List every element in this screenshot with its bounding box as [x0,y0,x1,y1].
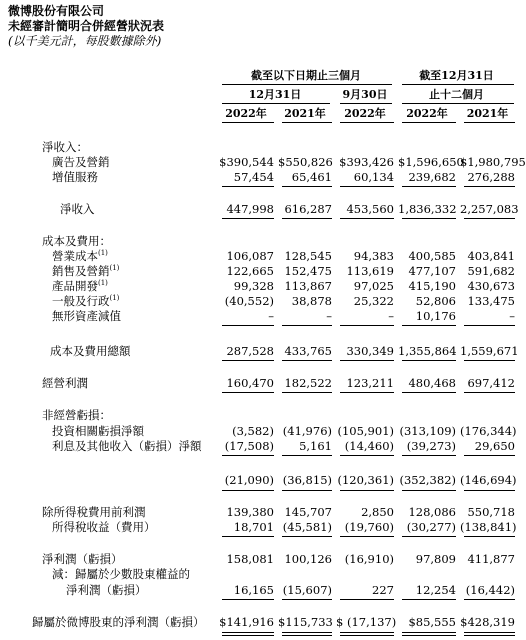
cell-value: 97,025 [353,279,394,293]
table-row-net-revenues [0,201,518,217]
cell-value: (105,901) [337,424,394,438]
footnote-marker: (1) [109,294,120,303]
cell-value: (120,361) [337,473,394,487]
cell-value: $1,596,650 [398,155,464,169]
table-row-sales-marketing [0,263,518,279]
cell-value: 145,707 [284,505,332,519]
sum-underline [464,325,515,326]
sum-underline [282,325,332,326]
sum-underline [282,536,332,537]
sum-underline [402,490,456,491]
cell-value: 94,383 [353,249,394,263]
row-label: 淨利潤（虧損） [66,583,147,597]
cell-value: – [326,309,332,323]
cell-value: 400,585 [408,249,456,263]
cell-value: (313,109) [399,424,456,438]
cell-value: 453,560 [346,202,394,216]
cell-value: 2,850 [361,505,394,519]
row-label: 成本及費用總額 [50,344,131,358]
sum-underline [464,599,515,600]
sum-underline [222,455,274,456]
sum-underline [464,186,515,187]
cell-value: (17,508) [224,439,274,453]
row-label: 減：歸屬於少數股東權益的 [52,567,190,581]
table-row-nci-net-income [0,582,518,598]
row-label: 營業成本$^{(1)}$ [52,249,108,263]
cell-value: 433,765 [284,344,332,358]
sum-underline [464,392,515,393]
row-label: 廣告及營銷 [52,155,110,169]
sum-underline [222,360,274,361]
sum-underline [464,455,515,456]
row-label: 淨收入： [42,140,88,154]
sum-underline [340,186,394,187]
table-row-non-operating-heading [0,407,518,423]
row-label: 產品開發$^{(1)}$ [52,279,108,293]
cell-value: 57,454 [233,170,274,184]
year-underline [402,122,456,123]
subheader-underline [222,103,330,104]
cell-value: (21,090) [224,473,274,487]
cell-value: 1,559,671 [460,344,519,358]
cell-value: $1,980,795 [460,155,526,169]
cell-value: 100,126 [284,552,332,566]
cell-value: 16,165 [233,583,274,597]
unit-note: (以千美元計，每股數據除外) [8,34,162,48]
cell-value: 276,288 [467,170,515,184]
footnote-marker: (1) [98,279,108,288]
report-subtitle: 未經審計簡明合併經營狀況表 [8,19,165,33]
sum-underline [282,392,332,393]
cell-value: 616,287 [284,202,332,216]
year-header: 2022年 [406,107,448,120]
cell-value: (146,694) [460,473,517,487]
sum-underline [222,186,274,187]
sum-underline [340,599,394,600]
cell-value: 18,701 [233,520,274,534]
table-row-costs-heading [0,233,518,249]
sum-underline [222,325,274,326]
cell-value: $393,426 [339,155,394,169]
cell-value: 430,673 [467,279,515,293]
sum-underline [282,599,332,600]
cell-value: (352,382) [399,473,456,487]
cell-value: 158,081 [226,552,274,566]
row-label: 所得稅收益（費用） [52,520,156,534]
row-label: 銷售及營銷$^{(1)}$ [52,264,120,278]
table-row-vas [0,169,518,185]
sum-underline [282,490,332,491]
table-row-income-tax [0,519,518,535]
cell-value: 152,475 [284,264,332,278]
subheader-sep30: 9月30日 [342,88,388,101]
double-underline [282,632,332,633]
row-label: 利息及其他收入（虧損）淨額 [52,439,202,453]
double-underline [282,635,332,636]
year-underline [282,122,332,123]
row-label: 無形資產減值 [52,309,121,323]
sum-underline [282,186,332,187]
table-row-cost-of-revenues [0,248,518,264]
footnote-marker: (1) [98,249,108,258]
row-label: 投資相關虧損淨額 [52,424,144,438]
cell-value: (16,910) [344,552,394,566]
cell-value: 415,190 [408,279,456,293]
sum-underline [402,325,456,326]
cell-value: 330,349 [346,344,394,358]
cell-value: – [268,309,274,323]
footnote-marker: (1) [109,264,120,273]
cell-value: 38,878 [291,294,332,308]
cell-value: 550,718 [467,505,515,519]
cell-value: 133,475 [467,294,515,308]
cell-value: 411,877 [467,552,515,566]
cell-value: (40,552) [224,294,274,308]
table-row-interest-other [0,438,518,454]
cell-value: 139,380 [226,505,274,519]
sum-underline [222,599,274,600]
sum-underline [222,218,274,219]
cell-value: 113,867 [284,279,332,293]
cell-value: 106,087 [226,249,274,263]
sum-underline [402,455,456,456]
cell-value: (15,607) [282,583,332,597]
sum-underline [402,218,456,219]
cell-value: 10,176 [415,309,456,323]
cell-value: 122,665 [226,264,274,278]
subheader-dec31: 12月31日 [248,88,302,101]
sum-underline [402,186,456,187]
year-underline [340,122,394,123]
table-row-advertising [0,154,526,170]
table-row-income-from-operations [0,375,518,391]
sum-underline [464,490,515,491]
cell-value: $141,916 [219,615,274,629]
double-underline [402,635,456,636]
sum-underline [402,599,456,600]
cell-value: – [509,309,515,323]
sum-underline [464,218,515,219]
double-underline [464,632,515,633]
table-row-non-operating-total [0,472,518,488]
cell-value: (3,582) [232,424,274,438]
sum-underline [340,360,394,361]
cell-value: (14,460) [344,439,394,453]
table-row-product-development [0,278,518,294]
row-label: 淨利潤（虧損） [42,552,123,566]
cell-value: (36,815) [282,473,332,487]
cell-value: (39,273) [406,439,456,453]
year-header: 2022年 [225,107,267,120]
table-row-general-admin [0,293,518,309]
sum-underline [222,536,274,537]
row-label: 除所得稅費用前利潤 [42,505,146,519]
sum-underline [282,360,332,361]
cell-value: $ (17,137) [336,615,397,629]
table-row-net-revenues-heading [0,139,518,155]
double-underline [464,635,515,636]
row-label: 增值服務 [52,170,98,184]
cell-value: (138,841) [460,520,517,534]
sum-underline [282,218,332,219]
subheader-twelve-months: 止十二個月 [429,88,484,101]
double-underline [340,632,394,633]
sum-underline [464,536,515,537]
cell-value: 25,322 [353,294,394,308]
group-header-three-months: 截至以下日期止三個月 [251,69,361,82]
year-header: 2021年 [466,107,509,120]
cell-value: 5,161 [299,439,332,453]
cell-value: 128,086 [408,505,456,519]
table-row-investment-loss [0,423,518,439]
sum-underline [222,392,274,393]
cell-value: $550,826 [278,155,333,169]
cell-value: 287,528 [226,344,274,358]
double-underline [222,632,274,633]
cell-value: (45,581) [282,520,332,534]
cell-value: 480,468 [408,376,456,390]
cell-value: 447,998 [226,202,274,216]
cell-value: 97,809 [415,552,456,566]
cell-value: 52,806 [415,294,456,308]
table-row-income-before-tax [0,504,518,520]
cell-value: (176,344) [460,424,517,438]
sum-underline [340,490,394,491]
row-label: 歸屬於微博股東的淨利潤（虧損） [32,615,205,629]
cell-value: (16,442) [465,583,515,597]
year-underline [222,122,274,123]
sum-underline [402,536,456,537]
cell-value: 697,412 [467,376,515,390]
cell-value: – [388,309,394,323]
double-underline [222,635,274,636]
double-underline [340,635,394,636]
cell-value: (30,277) [406,520,456,534]
subheader-underline [402,103,514,104]
cell-value: 591,682 [467,264,515,278]
cell-value: 1,355,864 [398,344,457,358]
subheader-underline [340,103,392,104]
cell-value: (41,976) [282,424,332,438]
cell-value: 12,254 [415,583,456,597]
row-label: 成本及費用： [42,234,111,248]
cell-value: 160,470 [226,376,274,390]
cell-value: $85,555 [408,615,456,629]
year-header: 2022年 [344,107,386,120]
cell-value: (19,760) [344,520,394,534]
cell-value: 128,545 [284,249,332,263]
year-underline [464,122,515,123]
sum-underline [340,325,394,326]
sum-underline [402,392,456,393]
cell-value: 2,257,083 [460,202,519,216]
cell-value: $390,544 [219,155,274,169]
cell-value: 1,836,332 [398,202,457,216]
double-underline [402,632,456,633]
cell-value: 123,211 [346,376,394,390]
sum-underline [340,218,394,219]
row-label: 非經營虧損： [42,408,111,422]
cell-value: 65,461 [291,170,332,184]
cell-value: 60,134 [353,170,394,184]
cell-value: 99,328 [233,279,274,293]
table-row-net-income [0,551,518,567]
table-row-net-income-to-shareholders [0,614,518,630]
cell-value: 239,682 [408,170,456,184]
table-row-less-nci-label [0,566,518,582]
sum-underline [340,536,394,537]
sum-underline [340,455,394,456]
table-row-impairment [0,308,518,324]
year-header: 2021年 [284,107,326,120]
group-underline [222,84,392,85]
table-row-total-costs [0,343,518,359]
cell-value: 113,619 [346,264,394,278]
cell-value: 403,841 [467,249,515,263]
cell-value: $115,733 [278,615,333,629]
row-label: 淨收入 [60,202,95,216]
report-title: 微博股份有限公司 [8,4,105,18]
group-header-twelve-months: 截至12月31日 [419,69,494,82]
row-label: 一般及行政$^{(1)}$ [52,294,120,308]
row-label: 經營利潤 [42,376,88,390]
cell-value: 477,107 [408,264,456,278]
cell-value: 29,650 [474,439,515,453]
sum-underline [340,392,394,393]
group-underline [402,84,514,85]
sum-underline [402,360,456,361]
cell-value: 227 [372,583,394,597]
sum-underline [222,490,274,491]
cell-value: 182,522 [284,376,332,390]
sum-underline [282,455,332,456]
cell-value: $428,319 [460,615,515,629]
sum-underline [464,360,515,361]
